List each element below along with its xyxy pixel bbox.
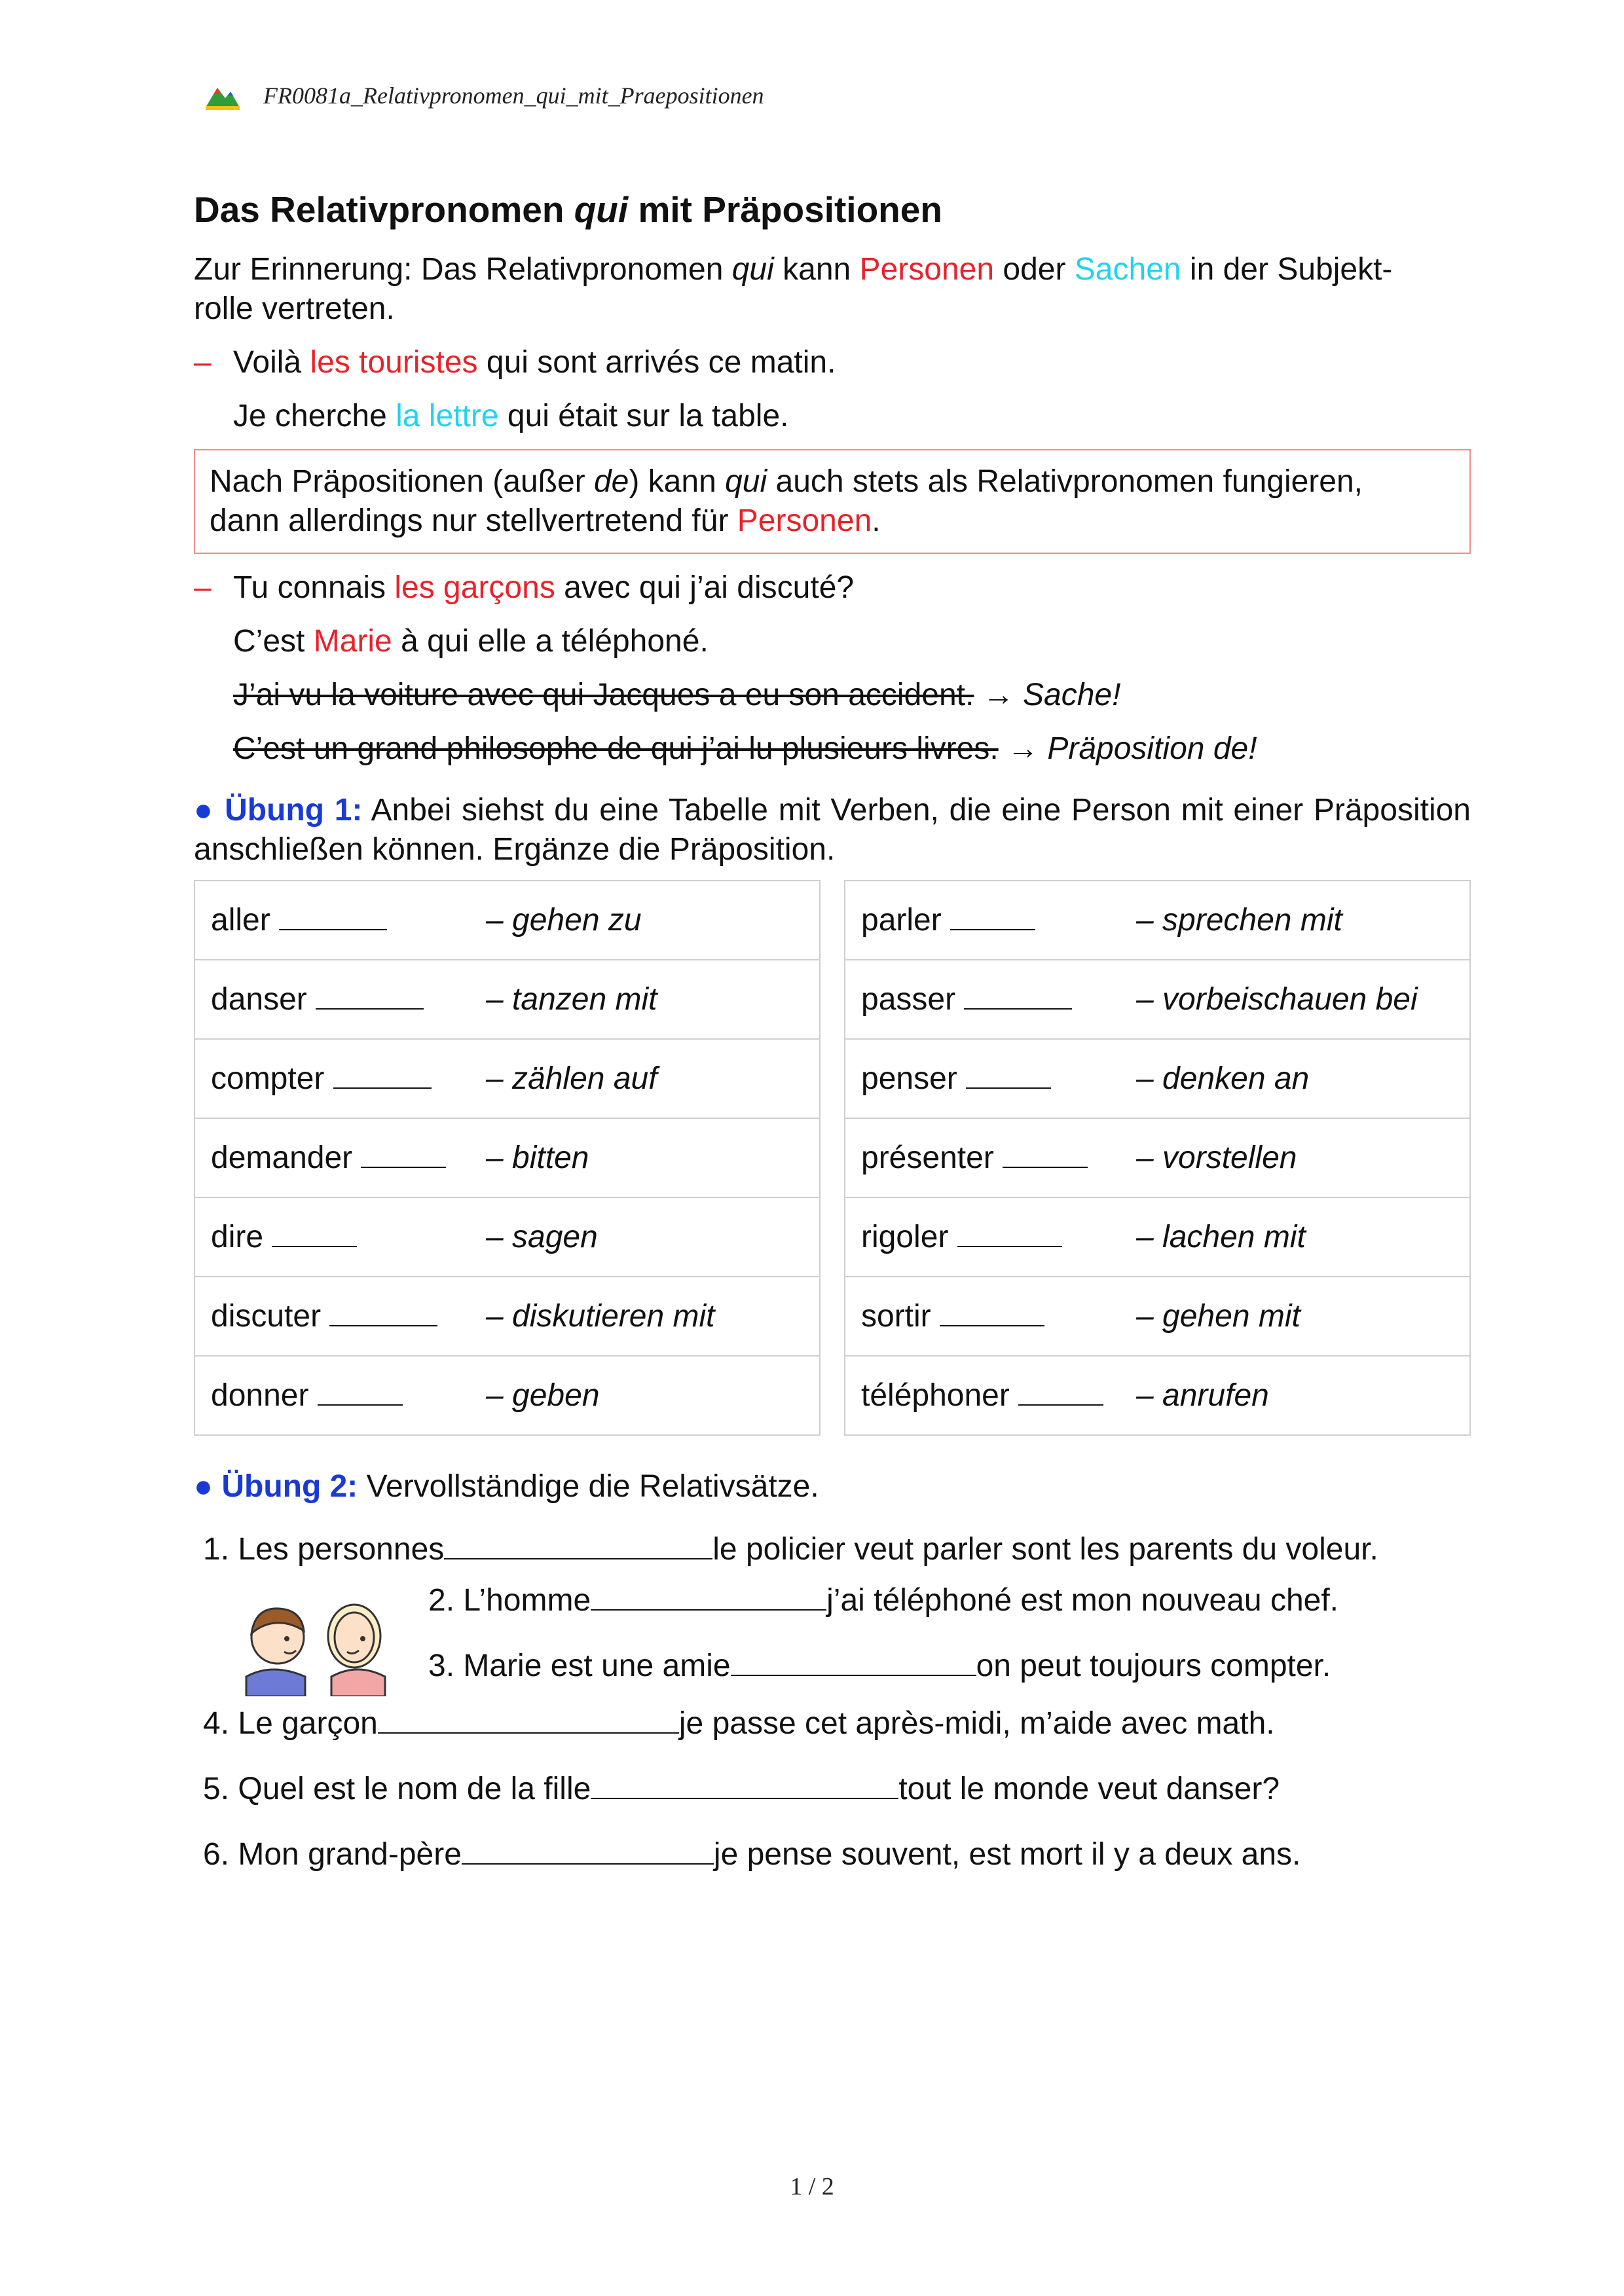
verb-table-right [844, 880, 1471, 1436]
verb-label: discuter [211, 1299, 322, 1334]
verb-label: donner [211, 1378, 309, 1413]
two-children-icon [233, 1578, 390, 1696]
preposition-blank[interactable] [329, 1299, 437, 1326]
answer-blank[interactable] [462, 1837, 714, 1865]
translation-label: – zählen auf [486, 1061, 657, 1096]
example-line-struck: C’est un grand philosophe de qui j’ai lu plusieurs livres. → Präposition de! [233, 731, 1257, 766]
preposition-blank[interactable] [318, 1378, 403, 1406]
preposition-blank[interactable] [950, 903, 1035, 930]
preposition-blank[interactable] [361, 1140, 446, 1168]
verb-row [845, 1277, 1470, 1356]
answer-blank[interactable] [444, 1532, 712, 1559]
translation-cell [486, 1277, 820, 1356]
verb-cell [194, 881, 486, 960]
preposition-blank[interactable] [964, 982, 1072, 1010]
example-line: C’est Marie à qui elle a téléphoné. [233, 624, 709, 659]
example-line: – Voilà les touristes qui sont arrivés ce matin. [194, 345, 836, 380]
verb-label: demander [211, 1140, 353, 1175]
verb-tables [194, 880, 1471, 1436]
sentence-item: 1. Les personnes le policier veut parler sont les parents du voleur. [203, 1532, 1378, 1567]
verb-cell [194, 1356, 486, 1435]
worksheet-content [194, 183, 1471, 1874]
verb-label: passer [861, 982, 956, 1017]
verb-row [194, 1277, 820, 1356]
example-line: Je cherche la lettre qui était sur la table. [233, 399, 789, 433]
verb-cell [845, 960, 1136, 1039]
verb-row [845, 1197, 1470, 1277]
translation-cell [1136, 1118, 1470, 1197]
verb-row [845, 960, 1470, 1039]
page-header [203, 77, 764, 114]
translation-cell [486, 1197, 820, 1277]
translation-cell [1136, 1277, 1470, 1356]
translation-cell [486, 881, 820, 960]
translation-label: – gehen zu [486, 903, 642, 938]
verb-label: sortir [861, 1299, 931, 1334]
verb-row [194, 1197, 820, 1277]
sentence-item: 3. Marie est une amie on peut toujours compter. [428, 1649, 1331, 1683]
translation-label: – bitten [486, 1140, 589, 1175]
verb-cell [845, 1118, 1136, 1197]
verb-label: rigoler [861, 1220, 949, 1254]
translation-label: – gehen mit [1136, 1299, 1301, 1334]
preposition-blank[interactable] [940, 1299, 1044, 1326]
translation-label: – anrufen [1136, 1378, 1269, 1413]
translation-label: – sprechen mit [1136, 903, 1342, 938]
verb-row [845, 1039, 1470, 1118]
rule-box: Nach Präpositionen (außer de) kann qui auch stets als Relativpronomen fungieren, dann allerdings nur stellvertretend für Personen. [194, 449, 1471, 554]
verb-row [194, 960, 820, 1039]
translation-label: – geben [486, 1378, 600, 1413]
verb-label: téléphoner [861, 1378, 1010, 1413]
answer-blank[interactable] [591, 1772, 898, 1799]
verb-cell [194, 960, 486, 1039]
preposition-blank[interactable] [957, 1220, 1062, 1247]
answer-blank[interactable] [731, 1649, 976, 1676]
verb-cell [194, 1197, 486, 1277]
translation-cell [1136, 1356, 1470, 1435]
verb-cell [845, 881, 1136, 960]
verb-label: parler [861, 903, 942, 938]
verb-row [845, 881, 1470, 960]
preposition-blank[interactable] [1018, 1378, 1103, 1406]
mountain-logo-icon [203, 80, 241, 111]
verb-cell [845, 1356, 1136, 1435]
verb-cell [194, 1118, 486, 1197]
translation-label: – vorbeischauen bei [1136, 982, 1418, 1017]
translation-cell [1136, 881, 1470, 960]
verb-label: dire [211, 1220, 264, 1254]
translation-label: – vorstellen [1136, 1140, 1297, 1175]
translation-label: – tanzen mit [486, 982, 657, 1017]
translation-label: – denken an [1136, 1061, 1310, 1096]
exercise2-instructions: ● Übung 2: Vervollständige die Relativsätze. [194, 1469, 819, 1504]
preposition-blank[interactable] [272, 1220, 357, 1247]
sentence-item: 2. L’homme j’ai téléphoné est mon nouveau chef. [428, 1583, 1339, 1618]
verb-row [194, 1356, 820, 1435]
verb-row [845, 1356, 1470, 1435]
answer-blank[interactable] [591, 1583, 826, 1611]
preposition-blank[interactable] [966, 1061, 1051, 1089]
verb-cell [845, 1277, 1136, 1356]
translation-cell [486, 1356, 820, 1435]
sentence-item: 4. Le garçon je passe cet après-midi, m’aide avec math. [203, 1706, 1275, 1741]
verb-cell [194, 1277, 486, 1356]
preposition-blank[interactable] [1003, 1140, 1088, 1168]
verb-label: présenter [861, 1140, 994, 1175]
translation-cell [486, 1118, 820, 1197]
example-line-struck: J’ai vu la voiture avec qui Jacques a eu son accident. → Sache! [233, 678, 1121, 712]
translation-cell [486, 1039, 820, 1118]
verb-label: danser [211, 982, 307, 1017]
header-filename: FR0081a_Relativpronomen_qui_mit_Praepositionen [263, 82, 764, 109]
answer-blank[interactable] [378, 1706, 679, 1734]
translation-cell [486, 960, 820, 1039]
preposition-blank[interactable] [279, 903, 387, 930]
verb-table-left [194, 880, 821, 1436]
translation-label: – lachen mit [1136, 1220, 1306, 1254]
verb-row [845, 1118, 1470, 1197]
verb-cell [194, 1039, 486, 1118]
verb-label: aller [211, 903, 270, 938]
translation-cell [1136, 1039, 1470, 1118]
verb-label: penser [861, 1061, 957, 1096]
verb-cell [845, 1197, 1136, 1277]
verb-row [194, 1039, 820, 1118]
preposition-blank[interactable] [333, 1061, 432, 1089]
translation-label: – diskutieren mit [486, 1299, 715, 1334]
reminder-paragraph: Zur Erinnerung: Das Relativpronomen qui kann Personen oder Sachen in der Subjekt- rolle vertreten. [194, 252, 1393, 326]
verb-cell [845, 1039, 1136, 1118]
translation-cell [1136, 1197, 1470, 1277]
translation-cell [1136, 960, 1470, 1039]
page-title: Das Relativpronomen qui mit Präpositionen [194, 189, 942, 230]
verb-row [194, 1118, 820, 1197]
verb-row [194, 881, 820, 960]
example-line: – Tu connais les garçons avec qui j’ai discuté? [194, 570, 855, 605]
sentence-item: 6. Mon grand-père je pense souvent, est mort il y a deux ans. [203, 1837, 1301, 1872]
preposition-blank[interactable] [316, 982, 424, 1010]
page-number: 1 / 2 [790, 2173, 834, 2200]
sentence-item: 5. Quel est le nom de la fille tout le monde veut danser? [203, 1772, 1280, 1806]
verb-label: compter [211, 1061, 325, 1096]
translation-label: – sagen [486, 1220, 598, 1254]
exercise1-instructions: ● Übung 1: Anbei siehst du eine Tabelle mit Verben, die eine Person mit einer Präposition anschließen können. Ergänze die Präposition. [194, 793, 1471, 867]
